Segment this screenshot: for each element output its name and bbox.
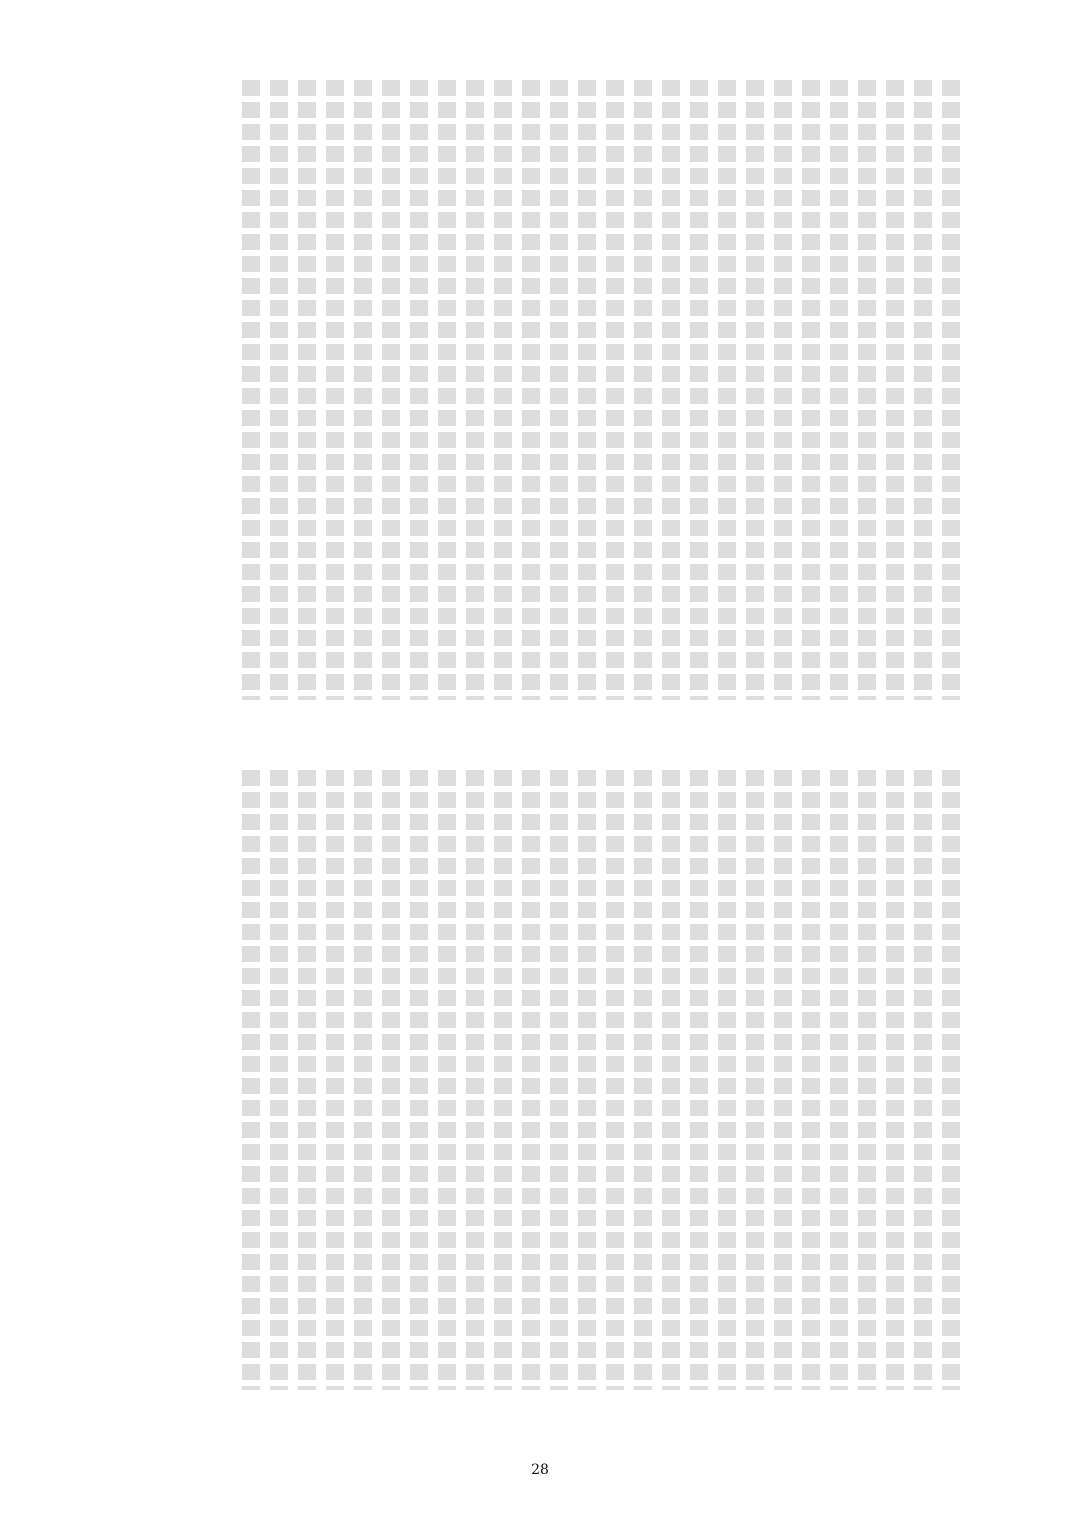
text-column-placeholder (774, 770, 792, 1390)
text-column-placeholder (550, 770, 568, 1390)
text-column-placeholder (242, 80, 260, 700)
text-column-placeholder (690, 80, 708, 700)
text-column-placeholder (914, 80, 932, 700)
text-column-placeholder (942, 80, 960, 700)
text-column-placeholder (802, 770, 820, 1390)
text-column-placeholder (886, 770, 904, 1390)
text-column-placeholder (242, 770, 260, 1390)
text-column-placeholder (270, 770, 288, 1390)
text-column-placeholder (606, 80, 624, 700)
text-column-placeholder (354, 770, 372, 1390)
text-column-placeholder (578, 80, 596, 700)
text-column-placeholder (326, 80, 344, 700)
text-column-placeholder (662, 770, 680, 1390)
text-column-placeholder (774, 80, 792, 700)
text-column-placeholder (578, 770, 596, 1390)
text-column-placeholder (634, 80, 652, 700)
text-column-placeholder (550, 80, 568, 700)
page-number: 28 (531, 1462, 549, 1478)
text-column-placeholder (354, 80, 372, 700)
text-column-placeholder (466, 80, 484, 700)
text-column-placeholder (830, 770, 848, 1390)
text-column-placeholder (690, 770, 708, 1390)
text-column-placeholder (494, 80, 512, 700)
text-column-placeholder (466, 770, 484, 1390)
text-column-placeholder (438, 770, 456, 1390)
text-column-placeholder (382, 80, 400, 700)
text-column-placeholder (634, 770, 652, 1390)
text-column-placeholder (858, 80, 876, 700)
text-column-placeholder (718, 80, 736, 700)
text-column-placeholder (886, 80, 904, 700)
text-column-placeholder (746, 770, 764, 1390)
text-column-placeholder (382, 770, 400, 1390)
text-column-placeholder (914, 770, 932, 1390)
text-column-placeholder (718, 770, 736, 1390)
text-column-placeholder (298, 80, 316, 700)
text-column-placeholder (942, 770, 960, 1390)
text-column-placeholder (802, 80, 820, 700)
text-column-placeholder (522, 770, 540, 1390)
text-column-placeholder (830, 80, 848, 700)
text-column-placeholder (438, 80, 456, 700)
text-column-placeholder (298, 770, 316, 1390)
text-block-upper (120, 80, 960, 700)
text-column-placeholder (606, 770, 624, 1390)
text-column-placeholder (494, 770, 512, 1390)
text-column-placeholder (858, 770, 876, 1390)
text-column-placeholder (326, 770, 344, 1390)
text-column-placeholder (270, 80, 288, 700)
text-column-placeholder (522, 80, 540, 700)
text-column-placeholder (662, 80, 680, 700)
text-column-placeholder (746, 80, 764, 700)
text-column-placeholder (410, 770, 428, 1390)
text-block-lower (120, 770, 960, 1390)
text-column-placeholder (410, 80, 428, 700)
